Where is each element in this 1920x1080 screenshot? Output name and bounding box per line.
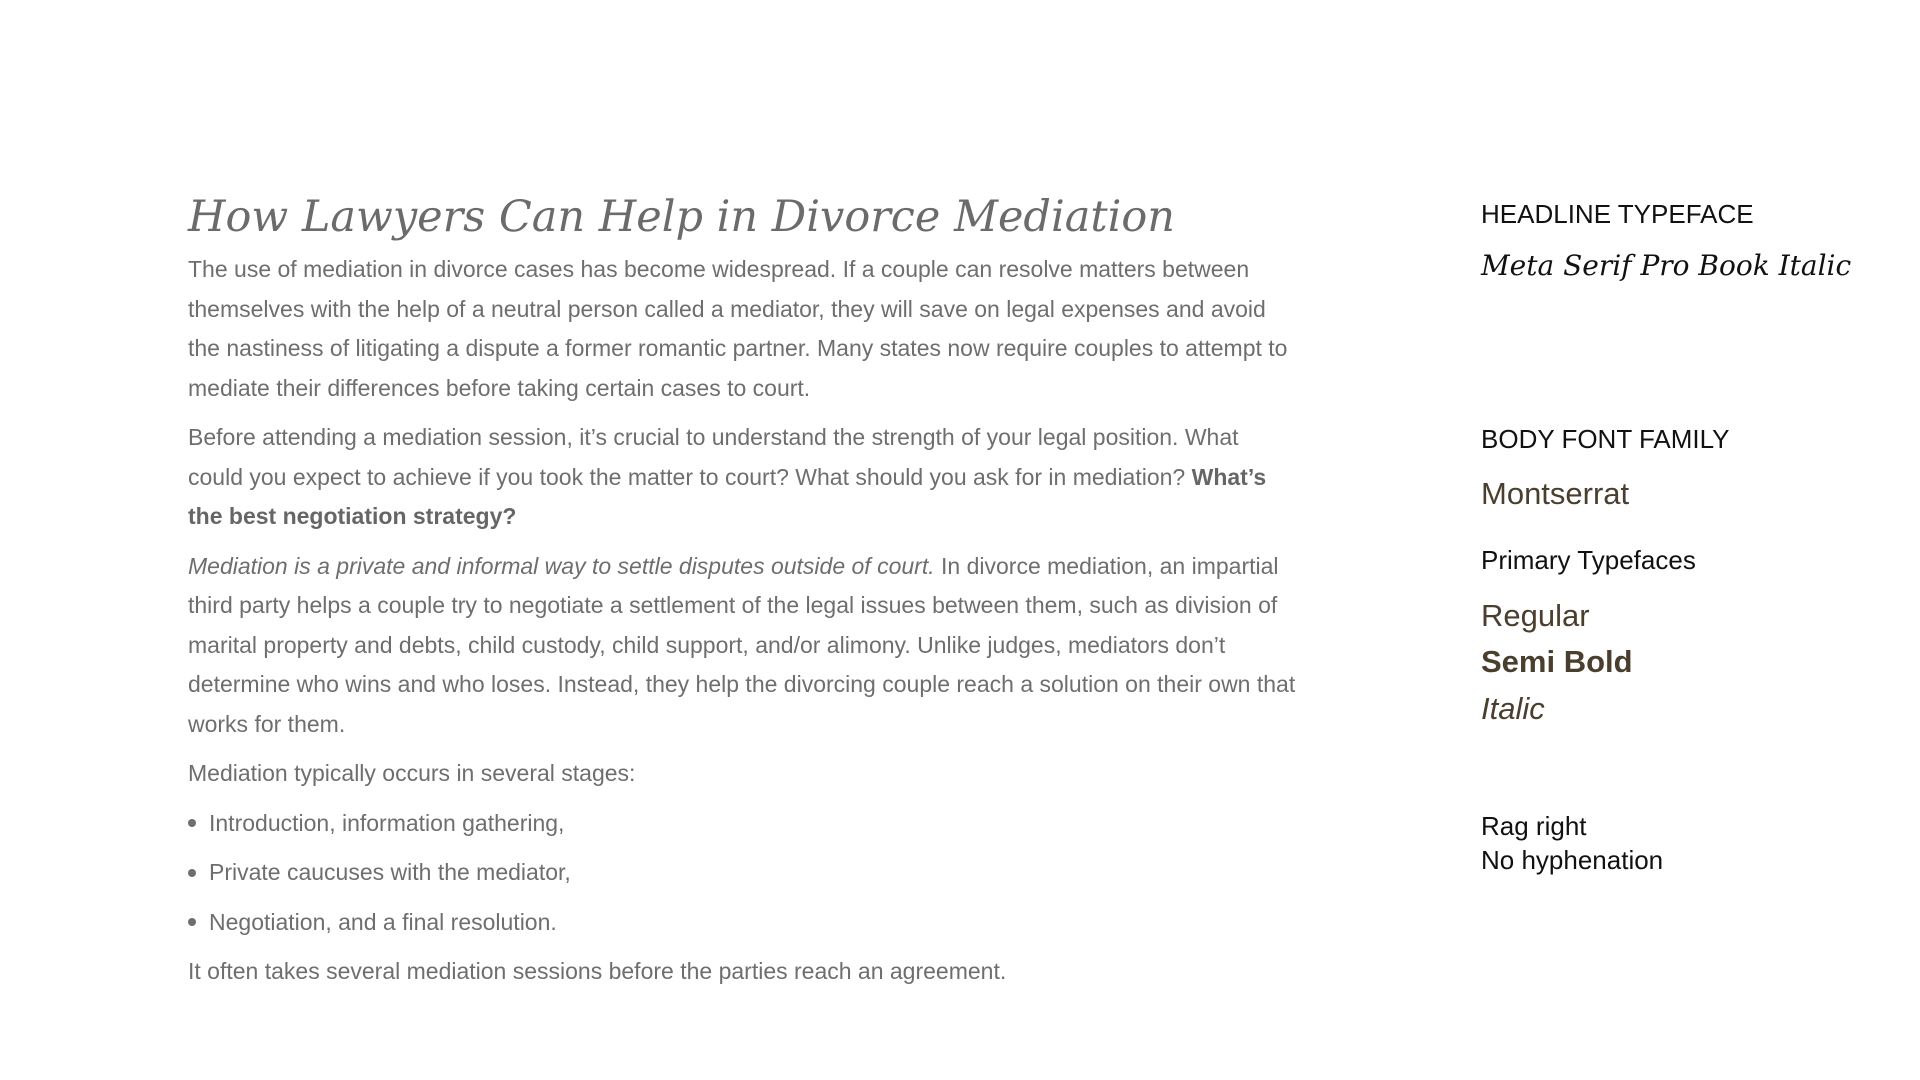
weight-sample-italic: Italic [1481, 691, 1545, 726]
article-paragraph-preparation [188, 418, 1298, 537]
bullet-icon [188, 918, 196, 926]
article-paragraph-stages-intro: Mediation typically occurs in several stages: [188, 760, 636, 786]
rag-right-note: Rag right [1481, 811, 1587, 841]
weight-sample-semibold: Semi Bold [1481, 644, 1633, 679]
article-paragraph-definition [188, 547, 1298, 745]
list-item [188, 903, 1298, 943]
list-item-text: Private caucuses with the mediator, [209, 859, 571, 885]
primary-typefaces-label: Primary Typefaces [1481, 545, 1696, 575]
no-hyphenation-note: No hyphenation [1481, 845, 1664, 875]
paragraph-italic-lead: Mediation is a private and informal way to settle disputes outside of court. [188, 552, 935, 579]
paragraph-text: In divorce mediation, an impartial third party helps a couple try to negotiate a settlement of the legal issues between them, such as division of marital property and debts, child custody, child support, and/or alimony. Unlike judges, mediators don’t determine who wins and who loses. Instead, they help the divorcing couple reach a solution on their own that works for them. [188, 552, 1296, 737]
list-item [188, 804, 1298, 844]
list-item [188, 853, 1298, 893]
headline-typeface-value: Meta Serif Pro Book Italic [1481, 249, 1852, 282]
weight-sample-regular: Regular [1481, 598, 1590, 633]
body-font-family-value: Montserrat [1481, 476, 1630, 511]
paragraph-text: Before attending a mediation session, it’s crucial to understand the strength of your legal position. What could you expect to achieve if you took the matter to court? What should you ask for in mediation? [188, 424, 1239, 490]
article [188, 190, 1298, 1002]
stages-list [188, 804, 1298, 943]
list-item-text: Introduction, information gathering, [209, 809, 565, 836]
body-font-family-label: BODY FONT FAMILY [1481, 424, 1730, 454]
bullet-icon [188, 819, 196, 827]
article-paragraph-closing: It often takes several mediation sessions before the parties reach an agreement. [188, 958, 1007, 984]
article-paragraph-intro: The use of mediation in divorce cases has become widespread. If a couple can resolve matters between themselves with the help of a neutral person called a mediator, they will save on legal expenses and avoid the nastiness of litigating a dispute a former romantic partner. Many states now require couples to attempt to mediate their differences before taking certain cases to court. [188, 256, 1288, 401]
article-headline: How Lawyers Can Help in Divorce Mediation [188, 192, 1175, 242]
list-item-text: Negotiation, and a final resolution. [209, 908, 557, 935]
bullet-icon [188, 869, 196, 877]
paragraph-bold-question: What’s the best negotiation strategy? [188, 463, 1267, 529]
headline-typeface-label: HEADLINE TYPEFACE [1481, 199, 1754, 229]
alignment-notes [1481, 809, 1663, 877]
